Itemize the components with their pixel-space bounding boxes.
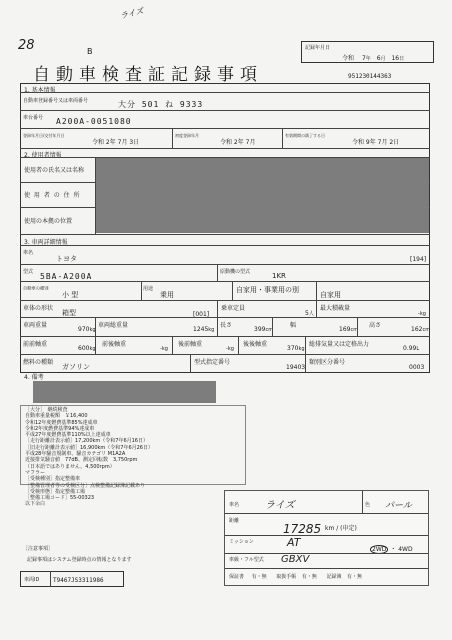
reg-value: 大分 501 ね 9333 bbox=[118, 100, 204, 109]
first-reg-label: 登録年月日/交付年月日 bbox=[23, 133, 65, 139]
fuel-label: 燃料の種類 bbox=[23, 359, 54, 366]
body-code: [001] bbox=[193, 311, 210, 318]
owner-name-label: 使用者の氏名又は名称 bbox=[24, 167, 85, 174]
front-rear-axle-value: -kg bbox=[160, 346, 168, 352]
vehicle-id-box bbox=[20, 571, 124, 587]
section3-heading: 3. 車両詳細情報 bbox=[24, 239, 68, 246]
chassis-value: A200A-0051080 bbox=[56, 117, 132, 126]
expiry-value: 令和 9年 7月 2日 bbox=[352, 139, 400, 146]
remark-line: 平成28年騒音規制車、騒音カテゴリ M1A2A bbox=[25, 451, 126, 458]
sticker-fullmodel-label: 車級・フル型式 bbox=[229, 557, 264, 563]
vehicle-id-value: T9467JS3311986 bbox=[53, 577, 104, 584]
height-label: 高さ bbox=[369, 322, 382, 329]
load-label: 最大積載量 bbox=[320, 305, 351, 312]
front-front-axle-label: 前前軸重 bbox=[23, 341, 48, 348]
model-value: 5BA-A200A bbox=[40, 272, 93, 281]
model-label: 型式 bbox=[23, 269, 34, 275]
purpose-value: 自家用 bbox=[320, 291, 341, 299]
base-location-label: 使用の本拠の位置 bbox=[24, 218, 73, 225]
type-approval-value: 19403 bbox=[286, 364, 306, 371]
document-number: 951230144363 bbox=[348, 73, 392, 80]
remark-line: （日本語ではありません。4,500rpm） bbox=[25, 463, 115, 470]
first-year-value: 令和 2年 7月 bbox=[220, 139, 256, 146]
height-value: 162cm bbox=[411, 326, 431, 333]
engine-value: 1KR bbox=[272, 272, 286, 280]
first-year-label: 初度登録年月 bbox=[175, 133, 200, 139]
section4-heading: 4. 備考 bbox=[24, 374, 44, 381]
width-label: 幅 bbox=[290, 322, 297, 329]
weight-label: 車両重量 bbox=[23, 322, 48, 329]
remark-line: ［走行距離計表示値］17,200km（令和7年6月16日） bbox=[25, 438, 148, 445]
front-rear-axle-label: 前後軸重 bbox=[102, 341, 127, 348]
top-left-mark: 28 bbox=[18, 38, 35, 53]
gross-label: 車両総重量 bbox=[98, 322, 129, 329]
sticker-name-value: ライズ bbox=[265, 500, 295, 511]
use-value: 乗用 bbox=[160, 291, 174, 299]
maker-code: [194] bbox=[410, 256, 427, 263]
top-handwriting: ライズ bbox=[119, 6, 145, 21]
body-value: 箱型 bbox=[62, 309, 76, 317]
remark-line: 以下余白 bbox=[25, 501, 46, 508]
remark-line: マフラー bbox=[25, 469, 46, 476]
sticker-checks: 保証書 有・無 取扱手帳 有・無 記録簿 有・無 bbox=[229, 574, 363, 580]
dealer-sticker bbox=[224, 490, 429, 586]
sticker-distance-unit: km / (申定) bbox=[325, 525, 357, 532]
remark-line: ［大分］ 継続検査 bbox=[25, 407, 68, 413]
sticker-drive: 2WD ・ 4WD bbox=[372, 546, 413, 553]
sticker-color-label: 色 bbox=[365, 502, 371, 508]
rear-rear-axle-label: 後後軸重 bbox=[243, 341, 268, 348]
rear-front-axle-label: 後前軸重 bbox=[178, 341, 203, 348]
section2-heading: 2. 使用者情報 bbox=[24, 152, 62, 159]
kind-value: 小 型 bbox=[62, 291, 79, 299]
purpose-label: 自家用・事業用の別 bbox=[236, 286, 299, 294]
length-value: 399cm bbox=[254, 326, 274, 333]
maker-value: トヨタ bbox=[56, 255, 77, 263]
body-label: 車体の形状 bbox=[23, 305, 54, 312]
sticker-distance-label: 距離 bbox=[229, 518, 240, 524]
rear-rear-axle-value: 370kg bbox=[287, 345, 305, 352]
class-mark: B bbox=[87, 47, 93, 56]
engine-label: 原動機の型式 bbox=[220, 269, 251, 275]
page-title: 自動車検査証記録事項 bbox=[33, 65, 263, 85]
remark-line: ［受検形態］指定整備工場 bbox=[25, 488, 86, 495]
sticker-mission-label: ミッション bbox=[229, 539, 254, 545]
remark-line: 令和12年度燃費基準85%達成車 bbox=[25, 419, 98, 426]
chassis-label: 車台番号 bbox=[23, 115, 44, 121]
width-value: 169cm bbox=[339, 326, 359, 333]
fuel-value: ガソリン bbox=[62, 363, 90, 371]
sticker-distance-value: 17285 bbox=[283, 522, 322, 536]
kind-label: 自動車の種別 bbox=[23, 285, 49, 291]
displacement-value: 0.99L bbox=[403, 345, 420, 352]
reg-label: 自動車登録番号又は車両番号 bbox=[23, 98, 89, 104]
notice-title: ［注意事項］ bbox=[23, 546, 54, 552]
expiry-label: 有効期間の満了する日 bbox=[285, 133, 326, 139]
remark-line: 平成27年度燃費基準110%以上達成車 bbox=[25, 432, 111, 439]
record-date-box bbox=[301, 41, 434, 63]
rear-front-axle-value: -kg bbox=[226, 346, 234, 352]
sticker-name-label: 車名 bbox=[229, 502, 240, 508]
owner-address-label: 使 用 者 の 住 所 bbox=[24, 192, 81, 199]
remark-line: ［整備工場コード］55-00323 bbox=[25, 495, 95, 502]
sticker-fullmodel-value: GBXV bbox=[281, 554, 310, 565]
capacity-value: 5人 bbox=[305, 310, 314, 317]
sticker-mission-value: AT bbox=[287, 536, 301, 549]
weight-value: 970kg bbox=[78, 326, 96, 333]
remark-line: 近接排気騒音値 77dB、測定回転数 3,750rpm bbox=[25, 457, 138, 464]
remarks-redaction bbox=[33, 381, 216, 403]
section1-heading: 1. 基本情報 bbox=[24, 87, 56, 94]
first-reg-value: 令和 2年 7月 3日 bbox=[92, 139, 140, 146]
type-approval-label: 型式指定番号 bbox=[194, 359, 231, 366]
maker-label: 車名 bbox=[23, 250, 34, 256]
record-date-label: 記録年月日 bbox=[305, 45, 331, 51]
front-front-axle-value: 600kg bbox=[78, 345, 96, 352]
displacement-label: 総排気量又は定格出力 bbox=[309, 341, 370, 348]
length-label: 長さ bbox=[220, 322, 233, 329]
category-label: 類別区分番号 bbox=[309, 359, 346, 366]
remark-line: 令和2年度燃費基準94%達成車 bbox=[25, 425, 95, 432]
remark-line: ［受検種別］指定整備車 bbox=[25, 476, 81, 483]
capacity-label: 乗車定員 bbox=[221, 305, 246, 312]
remark-line: ［整備管理者等の受検区分］点検整備記録簿記載あり bbox=[25, 482, 146, 489]
record-date-value: 令和 7年 6月 16日 bbox=[342, 55, 405, 62]
notice-text: 記録事項はシステム登録時点の情報となります bbox=[27, 557, 132, 563]
remark-line: ［旧走行距離計表示値］16,900km（令和7年6月26日） bbox=[25, 444, 153, 451]
category-value: 0003 bbox=[409, 364, 425, 371]
sticker-color-value: パール bbox=[385, 501, 412, 511]
use-label: 用途 bbox=[143, 286, 154, 292]
remark-line: 自動車重量税額 ￥16,400 bbox=[25, 413, 88, 420]
owner-info-redaction bbox=[96, 158, 429, 233]
vehicle-id-label: 車両ID bbox=[24, 577, 40, 583]
load-value: -kg bbox=[418, 311, 426, 317]
gross-value: 1245kg bbox=[193, 326, 215, 333]
